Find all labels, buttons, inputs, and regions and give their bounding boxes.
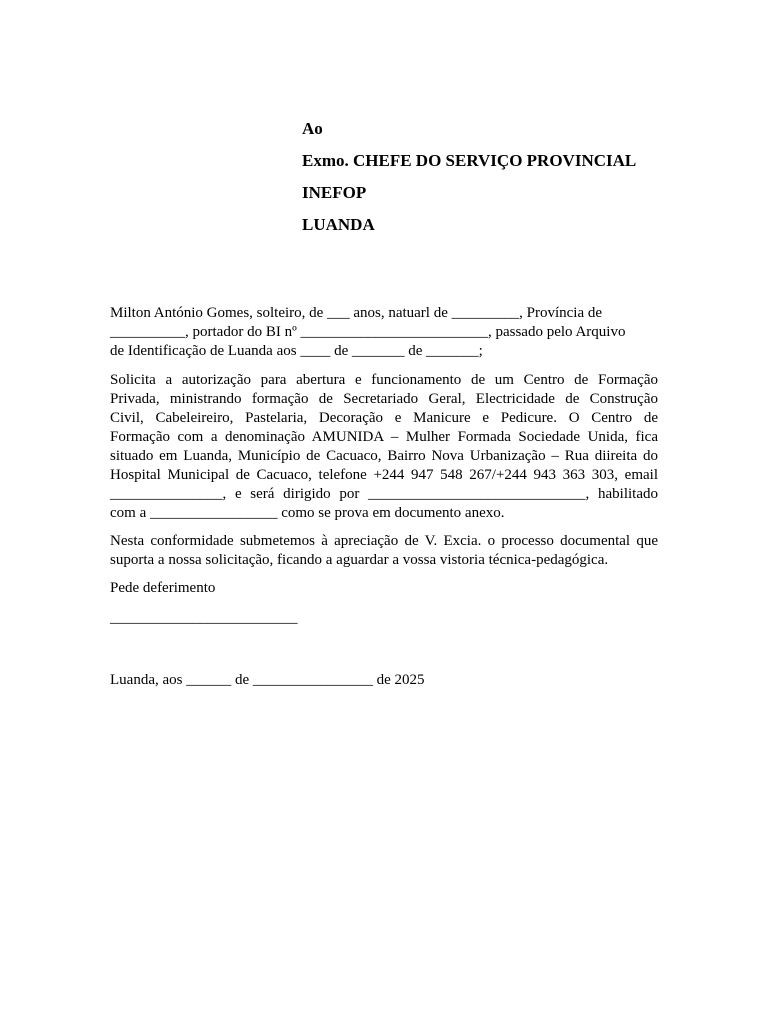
submission-paragraph	[110, 532, 658, 570]
addressee-city: LUANDA	[302, 215, 375, 234]
request-line: Civil, Cabeleireiro, Pastelaria, Decoração e Manicure e Pedicure. O Centro de	[110, 410, 658, 426]
submission-line: Nesta conformidade submetemos à apreciação de V. Excia. o processo documental que	[110, 533, 658, 549]
applicant-line: Milton António Gomes, solteiro, de ___ anos, natuarl de _________, Província de	[110, 305, 603, 321]
request-line: Hospital Municipal de Cacuaco, telefone +244 947 548 267/+244 943 363 303, email	[110, 467, 658, 483]
applicant-line: de Identificação de Luanda aos ____ de _______ de _______;	[110, 343, 483, 359]
applicant-paragraph	[110, 304, 658, 361]
closing-text: Pede deferimento	[110, 580, 216, 596]
request-line: Solicita a autorização para abertura e funcionamento de um Centro de Formação	[110, 372, 658, 388]
request-paragraph	[110, 371, 658, 523]
request-line: situado em Luanda, Município de Cacuaco, Bairro Nova Urbanização – Rua diireita do	[110, 448, 658, 464]
applicant-line: __________, portador do BI nº _________________________, passado pelo Arquivo	[110, 324, 626, 340]
addressee-salutation: Ao	[302, 119, 323, 138]
addressee-organization: INEFOP	[302, 183, 367, 202]
request-line: Privada, ministrando formação de Secretariado Geral, Electricidade de Construção	[110, 391, 658, 407]
letter-body	[110, 304, 658, 628]
date-line: Luanda, aos ______ de ________________ de 2025	[110, 672, 425, 688]
request-line: com a _________________ como se prova em documento anexo.	[110, 505, 505, 521]
addressee-block	[302, 118, 722, 246]
request-line: Formação com a denominação AMUNIDA – Mulher Formada Sociedade Unida, fica	[110, 429, 658, 445]
request-line: _______________, e será dirigido por _____________________________, habilitado	[110, 486, 658, 502]
signature-line: _________________________	[110, 610, 298, 626]
submission-line: suporta a nossa solicitação, ficando a aguardar a vossa vistoria técnica-pedagógica.	[110, 552, 609, 568]
addressee-title: Exmo. CHEFE DO SERVIÇO PROVINCIAL	[302, 151, 637, 170]
